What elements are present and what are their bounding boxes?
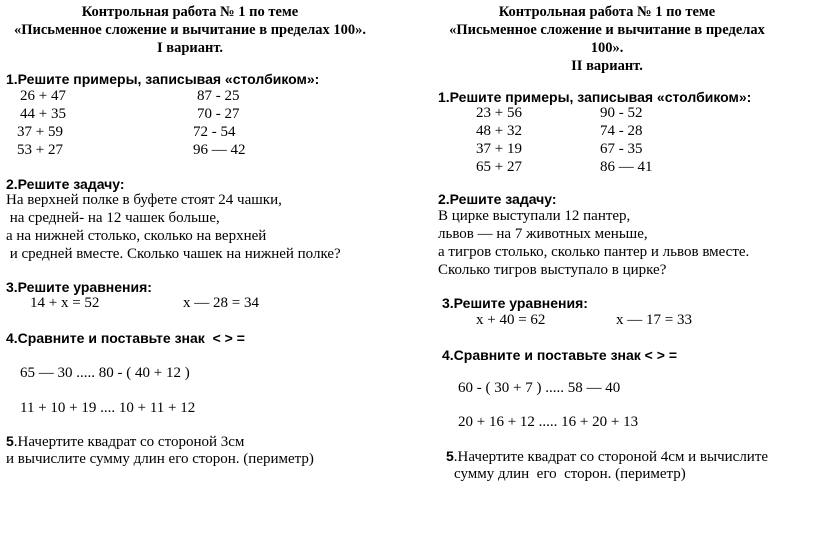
problem-text-line: львов — на 7 животных меньше, [438, 226, 648, 242]
example: 87 - 25 [197, 88, 240, 104]
task3-heading: 3.Решите уравнения: [442, 295, 588, 311]
task5-number: 5 [446, 448, 454, 464]
variant-1-title-line-2: «Письменное сложение и вычитание в пределах 100». [13, 22, 367, 38]
problem-text-line: и средней вместе. Сколько чашек на нижней полке? [6, 246, 341, 262]
variant-1-title-line-1: Контрольная работа № 1 по теме [81, 4, 299, 20]
task4-heading: 4.Сравните и поставьте знак < > = [442, 347, 677, 363]
problem-text-line: На верхней полке в буфете стоят 24 чашки, [6, 192, 282, 208]
task5-number: 5 [6, 433, 14, 449]
task5-line-1 [6, 432, 244, 451]
task3-heading: 3.Решите уравнения: [6, 279, 152, 295]
example: 96 — 42 [193, 142, 246, 158]
problem-text-line: а на нижней столько, сколько на верхней [6, 228, 267, 244]
example: 70 - 27 [197, 106, 240, 122]
example: 67 - 35 [600, 141, 643, 157]
comparison: 60 - ( 30 + 7 ) ..... 58 — 40 [458, 380, 621, 396]
example: 23 + 56 [476, 105, 522, 121]
example: 65 + 27 [476, 159, 522, 175]
task1-heading: 1.Решите примеры, записывая «столбиком»: [6, 71, 320, 87]
problem-text-line: а тигров столько, сколько пантер и львов вместе. [438, 244, 750, 260]
task2-heading: 2.Решите задачу: [6, 176, 125, 192]
example: 74 - 28 [600, 123, 643, 139]
equation: 14 + х = 52 [30, 295, 100, 311]
task5-line-2: сумму длин его сторон. (периметр) [454, 466, 686, 482]
example: 72 - 54 [193, 124, 236, 140]
comparison: 11 + 10 + 19 .... 10 + 11 + 12 [20, 400, 196, 416]
equation: х — 17 = 33 [616, 312, 692, 328]
task4-heading: 4.Сравните и поставьте знак < > = [6, 330, 245, 346]
variant-2-title-line-2: «Письменное сложение и вычитание в пределах [449, 22, 765, 38]
variant-2-label: II вариант. [571, 58, 643, 74]
example: 48 + 32 [476, 123, 522, 139]
problem-text-line: Сколько тигров выступало в цирке? [438, 262, 667, 278]
variant-2-title-line-1: Контрольная работа № 1 по теме [498, 4, 716, 20]
task1-heading: 1.Решите примеры, записывая «столбиком»: [438, 89, 752, 105]
comparison: 20 + 16 + 12 ..... 16 + 20 + 13 [458, 414, 639, 430]
task2-heading: 2.Решите задачу: [438, 191, 557, 207]
example: 90 - 52 [600, 105, 643, 121]
task5-line-1 [446, 447, 768, 466]
example: 44 + 35 [20, 106, 66, 122]
variant-1-label: I вариант. [156, 40, 224, 56]
example: 26 + 47 [20, 88, 66, 104]
comparison: 65 — 30 ..... 80 - ( 40 + 12 ) [20, 365, 190, 381]
problem-text-line: В цирке выступали 12 пантер, [438, 208, 631, 224]
problem-text-line: на средней- на 12 чашек больше, [6, 210, 220, 226]
equation: х + 40 = 62 [476, 312, 546, 328]
equation: х — 28 = 34 [183, 295, 259, 311]
variant-2-title-line-3: 100». [590, 40, 624, 56]
example: 37 + 19 [476, 141, 522, 157]
example: 86 — 41 [600, 159, 653, 175]
task5-text: .Начертите квадрат со стороной 3см [13, 434, 245, 450]
example: 53 + 27 [17, 142, 63, 158]
task5-text: .Начертите квадрат со стороной 4см и вычислите [453, 449, 769, 465]
example: 37 + 59 [17, 124, 63, 140]
task5-line-2: и вычислите сумму длин его сторон. (периметр) [6, 451, 314, 467]
